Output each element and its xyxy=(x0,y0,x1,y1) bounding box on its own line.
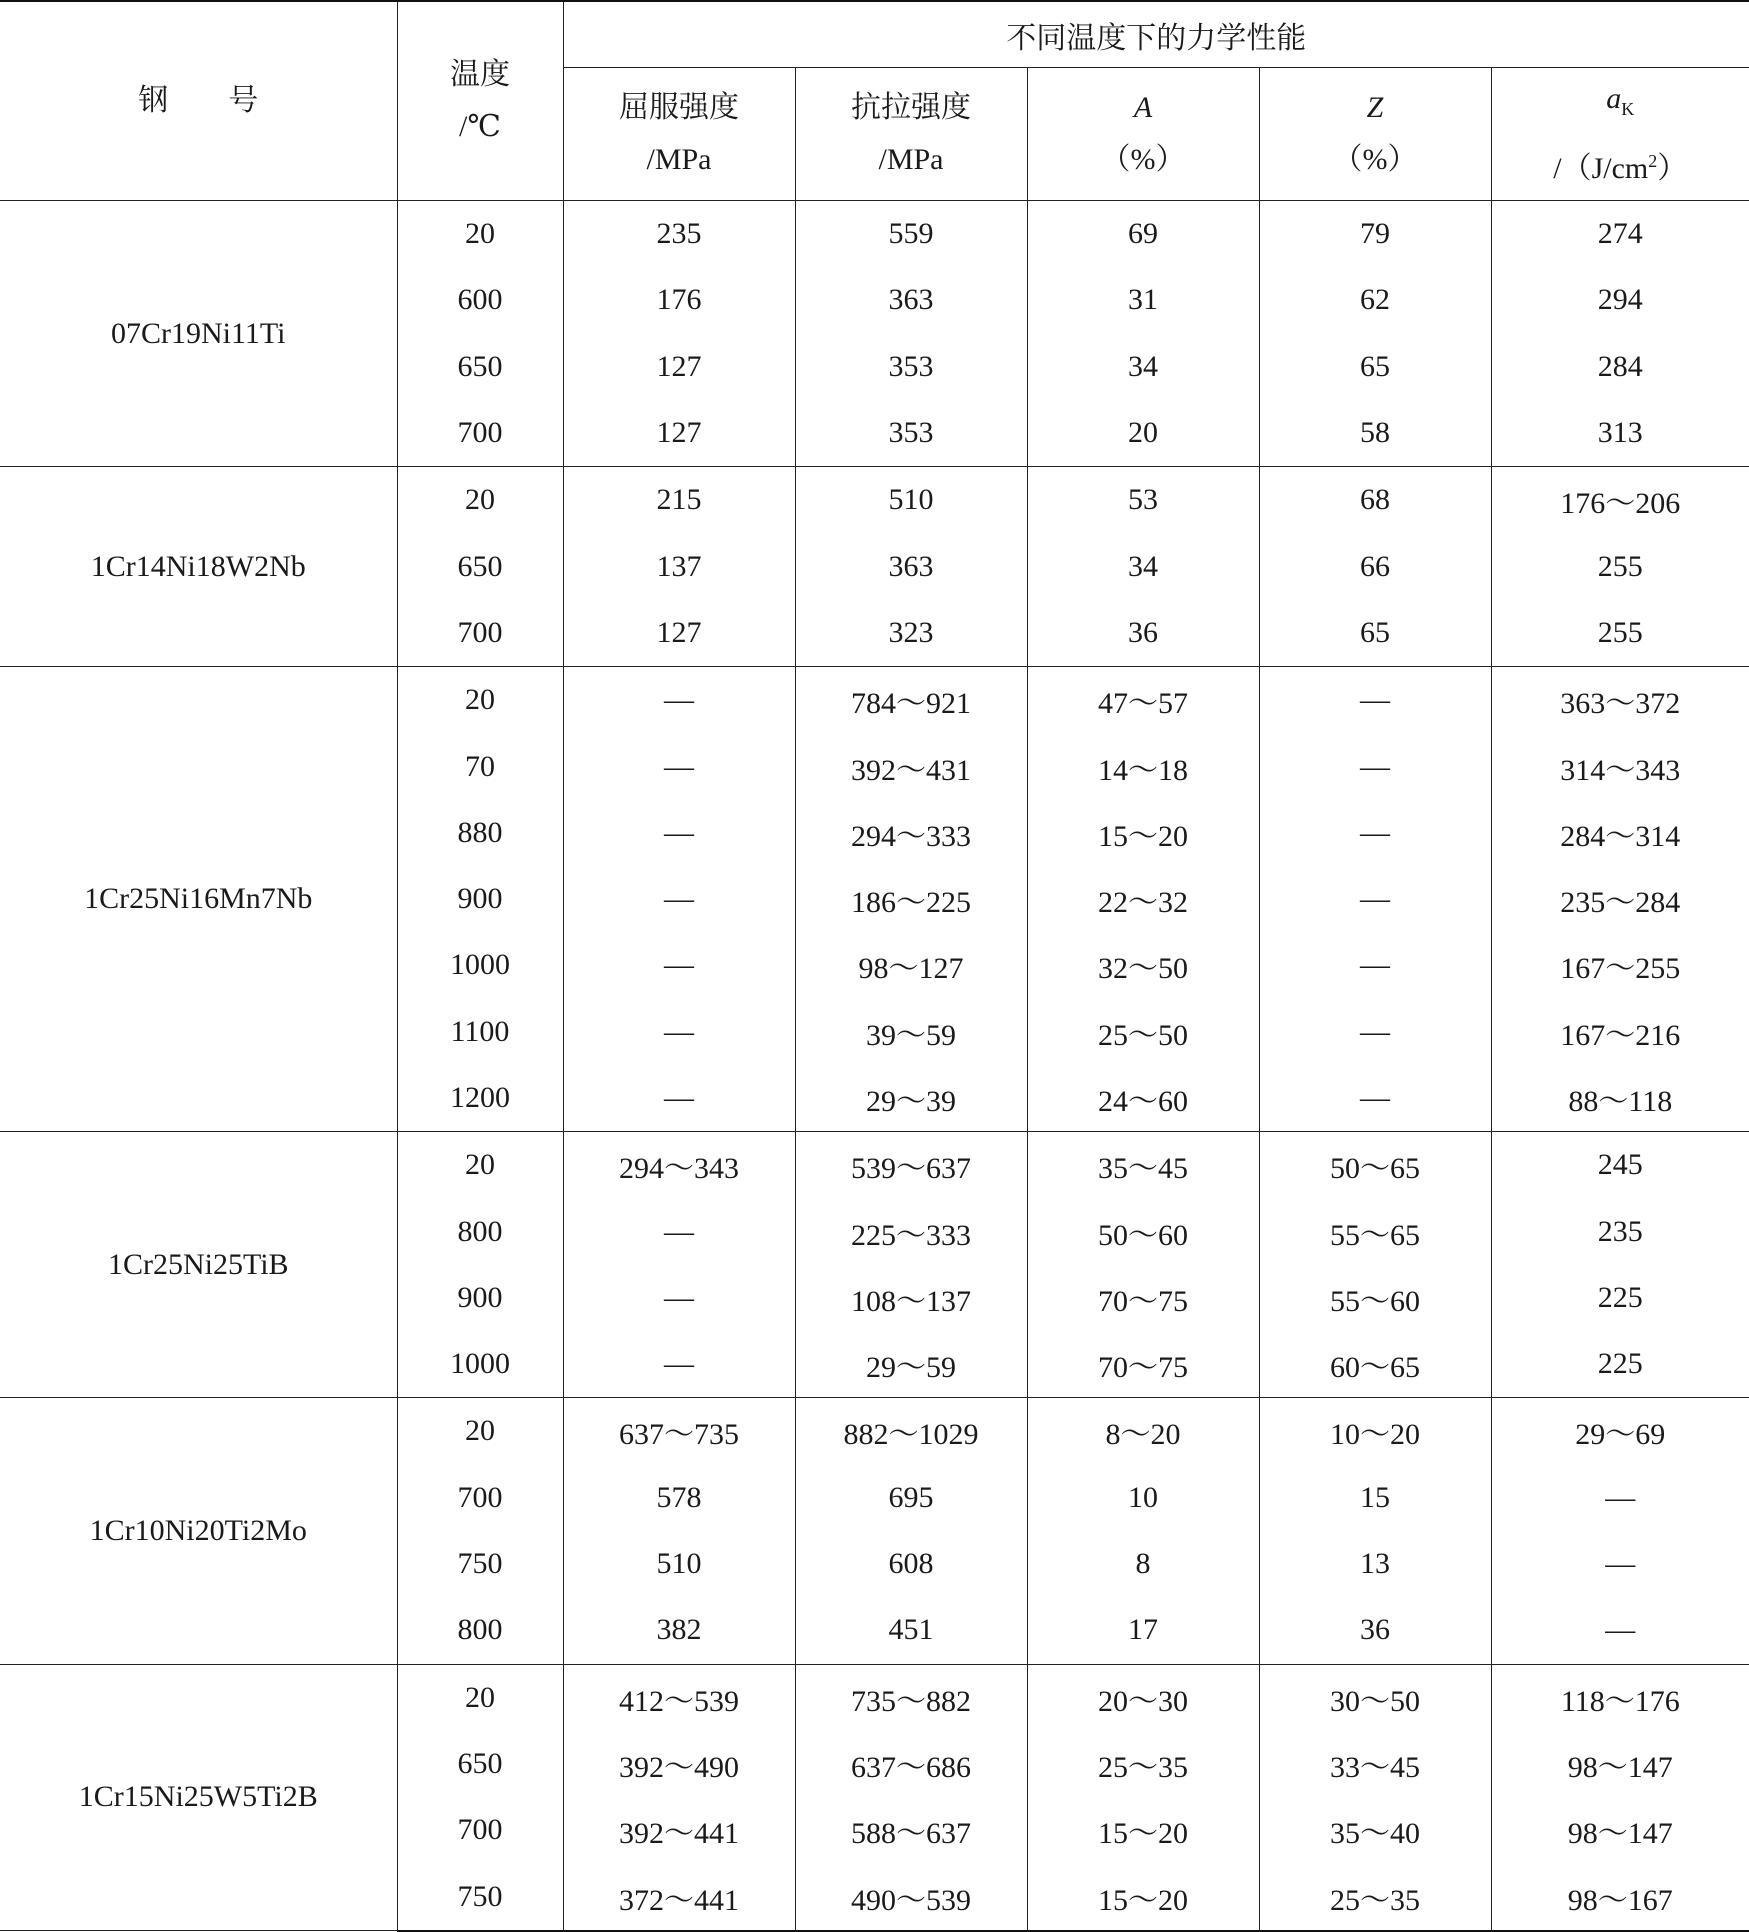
table-row xyxy=(0,1664,1749,1731)
yield-strength-cell: — xyxy=(563,1198,795,1264)
elongation-cell: 22～32 xyxy=(1027,866,1259,932)
steel-grade-cell: 1Cr25Ni16Mn7Nb xyxy=(0,667,397,1132)
yield-strength-cell: 294～343 xyxy=(563,1132,795,1199)
tensile-strength-cell: 98～127 xyxy=(795,932,1027,998)
yield-strength-cell: 235 xyxy=(563,201,795,268)
impact-toughness-cell: 88～118 xyxy=(1491,1065,1749,1132)
table-row xyxy=(0,1398,1749,1465)
yield-strength-cell: 137 xyxy=(563,533,795,599)
tensile-strength-cell: 608 xyxy=(795,1531,1027,1597)
reduction-of-area-cell: 79 xyxy=(1259,201,1491,268)
reduction-of-area-cell: 68 xyxy=(1259,467,1491,534)
impact-toughness-cell: 235～284 xyxy=(1491,866,1749,932)
reduction-of-area-cell: — xyxy=(1259,999,1491,1065)
tensile-strength-cell: 490～539 xyxy=(795,1863,1027,1930)
tensile-strength-cell: 363 xyxy=(795,267,1027,333)
header-temperature: 温度 /℃ xyxy=(397,1,563,201)
impact-toughness-cell: 363～372 xyxy=(1491,667,1749,734)
tensile-strength-cell: 510 xyxy=(795,467,1027,534)
yield-strength-cell: 215 xyxy=(563,467,795,534)
temperature-cell: 750 xyxy=(397,1863,563,1930)
temperature-cell: 900 xyxy=(397,866,563,932)
elongation-cell: 70～75 xyxy=(1027,1265,1259,1331)
yield-strength-cell: 127 xyxy=(563,600,795,667)
temperature-cell: 20 xyxy=(397,467,563,534)
temperature-cell: 700 xyxy=(397,600,563,667)
tensile-strength-cell: 539～637 xyxy=(795,1132,1027,1199)
reduction-of-area-cell: — xyxy=(1259,1065,1491,1132)
steel-grade-cell: 07Cr19Ni11Ti xyxy=(0,201,397,467)
impact-toughness-cell: — xyxy=(1491,1531,1749,1597)
temperature-cell: 650 xyxy=(397,1731,563,1797)
reduction-of-area-cell: 55～65 xyxy=(1259,1198,1491,1264)
temperature-cell: 20 xyxy=(397,201,563,268)
reduction-of-area-cell: 60～65 xyxy=(1259,1331,1491,1398)
tensile-strength-cell: 353 xyxy=(795,334,1027,400)
impact-toughness-cell: 167～216 xyxy=(1491,999,1749,1065)
temperature-cell: 700 xyxy=(397,400,563,467)
steel-grade-cell: 1Cr10Ni20Ti2Mo xyxy=(0,1398,397,1664)
impact-toughness-cell: 245 xyxy=(1491,1132,1749,1199)
elongation-cell: 10 xyxy=(1027,1465,1259,1531)
elongation-cell: 15～20 xyxy=(1027,800,1259,866)
impact-toughness-cell: 176～206 xyxy=(1491,467,1749,534)
elongation-cell: 25～50 xyxy=(1027,999,1259,1065)
elongation-cell: 47～57 xyxy=(1027,667,1259,734)
impact-toughness-cell: 98～167 xyxy=(1491,1863,1749,1930)
impact-toughness-cell: 167～255 xyxy=(1491,932,1749,998)
temperature-cell: 20 xyxy=(397,1132,563,1199)
temperature-cell: 800 xyxy=(397,1597,563,1664)
yield-strength-cell: 127 xyxy=(563,334,795,400)
header-tensile-strength: 抗拉强度 /MPa xyxy=(795,68,1027,201)
temperature-cell: 880 xyxy=(397,800,563,866)
tensile-strength-cell: 695 xyxy=(795,1465,1027,1531)
impact-toughness-cell: 29～69 xyxy=(1491,1398,1749,1465)
elongation-cell: 35～45 xyxy=(1027,1132,1259,1199)
yield-strength-cell: 176 xyxy=(563,267,795,333)
impact-toughness-cell: 294 xyxy=(1491,267,1749,333)
elongation-cell: 34 xyxy=(1027,533,1259,599)
elongation-cell: 36 xyxy=(1027,600,1259,667)
yield-strength-cell: 412～539 xyxy=(563,1664,795,1731)
elongation-cell: 34 xyxy=(1027,334,1259,400)
reduction-of-area-cell: 50～65 xyxy=(1259,1132,1491,1199)
tensile-strength-cell: 784～921 xyxy=(795,667,1027,734)
table-header xyxy=(0,1,1749,201)
yield-strength-cell: — xyxy=(563,733,795,799)
impact-toughness-cell: 274 xyxy=(1491,201,1749,268)
tensile-strength-cell: 882～1029 xyxy=(795,1398,1027,1465)
yield-strength-cell: 510 xyxy=(563,1531,795,1597)
impact-toughness-cell: 255 xyxy=(1491,600,1749,667)
elongation-cell: 8～20 xyxy=(1027,1398,1259,1465)
yield-strength-cell: 372～441 xyxy=(563,1863,795,1930)
temperature-cell: 750 xyxy=(397,1531,563,1597)
yield-strength-cell: — xyxy=(563,1065,795,1132)
temperature-cell: 700 xyxy=(397,1465,563,1531)
impact-toughness-cell: 255 xyxy=(1491,533,1749,599)
tensile-strength-cell: 353 xyxy=(795,400,1027,467)
tensile-strength-cell: 451 xyxy=(795,1597,1027,1664)
elongation-cell: 32～50 xyxy=(1027,932,1259,998)
temperature-cell: 20 xyxy=(397,667,563,734)
reduction-of-area-cell: — xyxy=(1259,800,1491,866)
impact-toughness-cell: 313 xyxy=(1491,400,1749,467)
elongation-cell: 20～30 xyxy=(1027,1664,1259,1731)
temperature-cell: 1000 xyxy=(397,932,563,998)
yield-strength-cell: 578 xyxy=(563,1465,795,1531)
elongation-cell: 50～60 xyxy=(1027,1198,1259,1264)
tensile-strength-cell: 588～637 xyxy=(795,1797,1027,1863)
reduction-of-area-cell: 66 xyxy=(1259,533,1491,599)
tensile-strength-cell: 29～39 xyxy=(795,1065,1027,1132)
elongation-cell: 15～20 xyxy=(1027,1863,1259,1930)
table-body xyxy=(0,201,1749,1931)
yield-strength-cell: — xyxy=(563,1265,795,1331)
header-yield-strength: 屈服强度 /MPa xyxy=(563,68,795,201)
elongation-cell: 8 xyxy=(1027,1531,1259,1597)
table-row xyxy=(0,667,1749,734)
reduction-of-area-cell: 30～50 xyxy=(1259,1664,1491,1731)
impact-toughness-cell: 314～343 xyxy=(1491,733,1749,799)
yield-strength-cell: 392～490 xyxy=(563,1731,795,1797)
reduction-of-area-cell: 35～40 xyxy=(1259,1797,1491,1863)
header-grade: 钢 号 xyxy=(0,1,397,201)
reduction-of-area-cell: 36 xyxy=(1259,1597,1491,1664)
table-row xyxy=(0,201,1749,268)
yield-strength-cell: — xyxy=(563,866,795,932)
tensile-strength-cell: 294～333 xyxy=(795,800,1027,866)
header-impact-toughness: $a_K$ $/(J/cm^2)$ xyxy=(1491,68,1749,201)
temperature-cell: 900 xyxy=(397,1265,563,1331)
yield-strength-cell: — xyxy=(563,1331,795,1398)
reduction-of-area-cell: 10～20 xyxy=(1259,1398,1491,1465)
elongation-cell: 25～35 xyxy=(1027,1731,1259,1797)
reduction-of-area-cell: — xyxy=(1259,866,1491,932)
temperature-cell: 800 xyxy=(397,1198,563,1264)
steel-grade-cell: 1Cr14Ni18W2Nb xyxy=(0,467,397,667)
yield-strength-cell: 127 xyxy=(563,400,795,467)
temperature-cell: 70 xyxy=(397,733,563,799)
yield-strength-cell: 382 xyxy=(563,1597,795,1664)
reduction-of-area-cell: 25～35 xyxy=(1259,1863,1491,1930)
tensile-strength-cell: 392～431 xyxy=(795,733,1027,799)
temperature-cell: 1200 xyxy=(397,1065,563,1132)
elongation-cell: 14～18 xyxy=(1027,733,1259,799)
impact-toughness-cell: 235 xyxy=(1491,1198,1749,1264)
table-row xyxy=(0,467,1749,534)
elongation-cell: 17 xyxy=(1027,1597,1259,1664)
elongation-cell: 31 xyxy=(1027,267,1259,333)
yield-strength-cell: — xyxy=(563,932,795,998)
steel-grade-cell: 1Cr25Ni25TiB xyxy=(0,1132,397,1398)
temperature-cell: 1000 xyxy=(397,1331,563,1398)
reduction-of-area-cell: 62 xyxy=(1259,267,1491,333)
tensile-strength-cell: 225～333 xyxy=(795,1198,1027,1264)
elongation-cell: 53 xyxy=(1027,467,1259,534)
tensile-strength-cell: 363 xyxy=(795,533,1027,599)
table-row xyxy=(0,1132,1749,1199)
reduction-of-area-cell: 55～60 xyxy=(1259,1265,1491,1331)
reduction-of-area-cell: — xyxy=(1259,733,1491,799)
elongation-cell: 70～75 xyxy=(1027,1331,1259,1398)
reduction-of-area-cell: 65 xyxy=(1259,600,1491,667)
header-reduction-of-area: Z （%） xyxy=(1259,68,1491,201)
tensile-strength-cell: 735～882 xyxy=(795,1664,1027,1731)
yield-strength-cell: 392～441 xyxy=(563,1797,795,1863)
tensile-strength-cell: 108～137 xyxy=(795,1265,1027,1331)
impact-toughness-cell: 225 xyxy=(1491,1265,1749,1331)
impact-toughness-cell: 98～147 xyxy=(1491,1797,1749,1863)
tensile-strength-cell: 637～686 xyxy=(795,1731,1027,1797)
temperature-cell: 650 xyxy=(397,533,563,599)
yield-strength-cell: — xyxy=(563,800,795,866)
temperature-cell: 20 xyxy=(397,1664,563,1731)
header-elongation: A （%） xyxy=(1027,68,1259,201)
reduction-of-area-cell: 65 xyxy=(1259,334,1491,400)
impact-toughness-cell: — xyxy=(1491,1597,1749,1664)
reduction-of-area-cell: 15 xyxy=(1259,1465,1491,1531)
reduction-of-area-cell: 33～45 xyxy=(1259,1731,1491,1797)
impact-toughness-cell: 98～147 xyxy=(1491,1731,1749,1797)
tensile-strength-cell: 323 xyxy=(795,600,1027,667)
impact-toughness-cell: 284～314 xyxy=(1491,800,1749,866)
temperature-cell: 20 xyxy=(397,1398,563,1465)
reduction-of-area-cell: — xyxy=(1259,932,1491,998)
tensile-strength-cell: 29～59 xyxy=(795,1331,1027,1398)
steel-grade-cell: 1Cr15Ni25W5Ti2B xyxy=(0,1664,397,1931)
yield-strength-cell: — xyxy=(563,667,795,734)
tensile-strength-cell: 186～225 xyxy=(795,866,1027,932)
yield-strength-cell: — xyxy=(563,999,795,1065)
yield-strength-cell: 637～735 xyxy=(563,1398,795,1465)
temperature-cell: 600 xyxy=(397,267,563,333)
impact-toughness-cell: — xyxy=(1491,1465,1749,1531)
impact-toughness-cell: 118～176 xyxy=(1491,1664,1749,1731)
tensile-strength-cell: 559 xyxy=(795,201,1027,268)
temperature-cell: 700 xyxy=(397,1797,563,1863)
tensile-strength-cell: 39～59 xyxy=(795,999,1027,1065)
elongation-cell: 15～20 xyxy=(1027,1797,1259,1863)
elongation-cell: 20 xyxy=(1027,400,1259,467)
reduction-of-area-cell: 13 xyxy=(1259,1531,1491,1597)
elongation-cell: 69 xyxy=(1027,201,1259,268)
reduction-of-area-cell: — xyxy=(1259,667,1491,734)
header-mechanical-properties: 不同温度下的力学性能 xyxy=(563,1,1749,68)
temperature-cell: 650 xyxy=(397,334,563,400)
reduction-of-area-cell: 58 xyxy=(1259,400,1491,467)
impact-toughness-cell: 225 xyxy=(1491,1331,1749,1398)
impact-toughness-cell: 284 xyxy=(1491,334,1749,400)
temperature-cell: 1100 xyxy=(397,999,563,1065)
elongation-cell: 24～60 xyxy=(1027,1065,1259,1132)
